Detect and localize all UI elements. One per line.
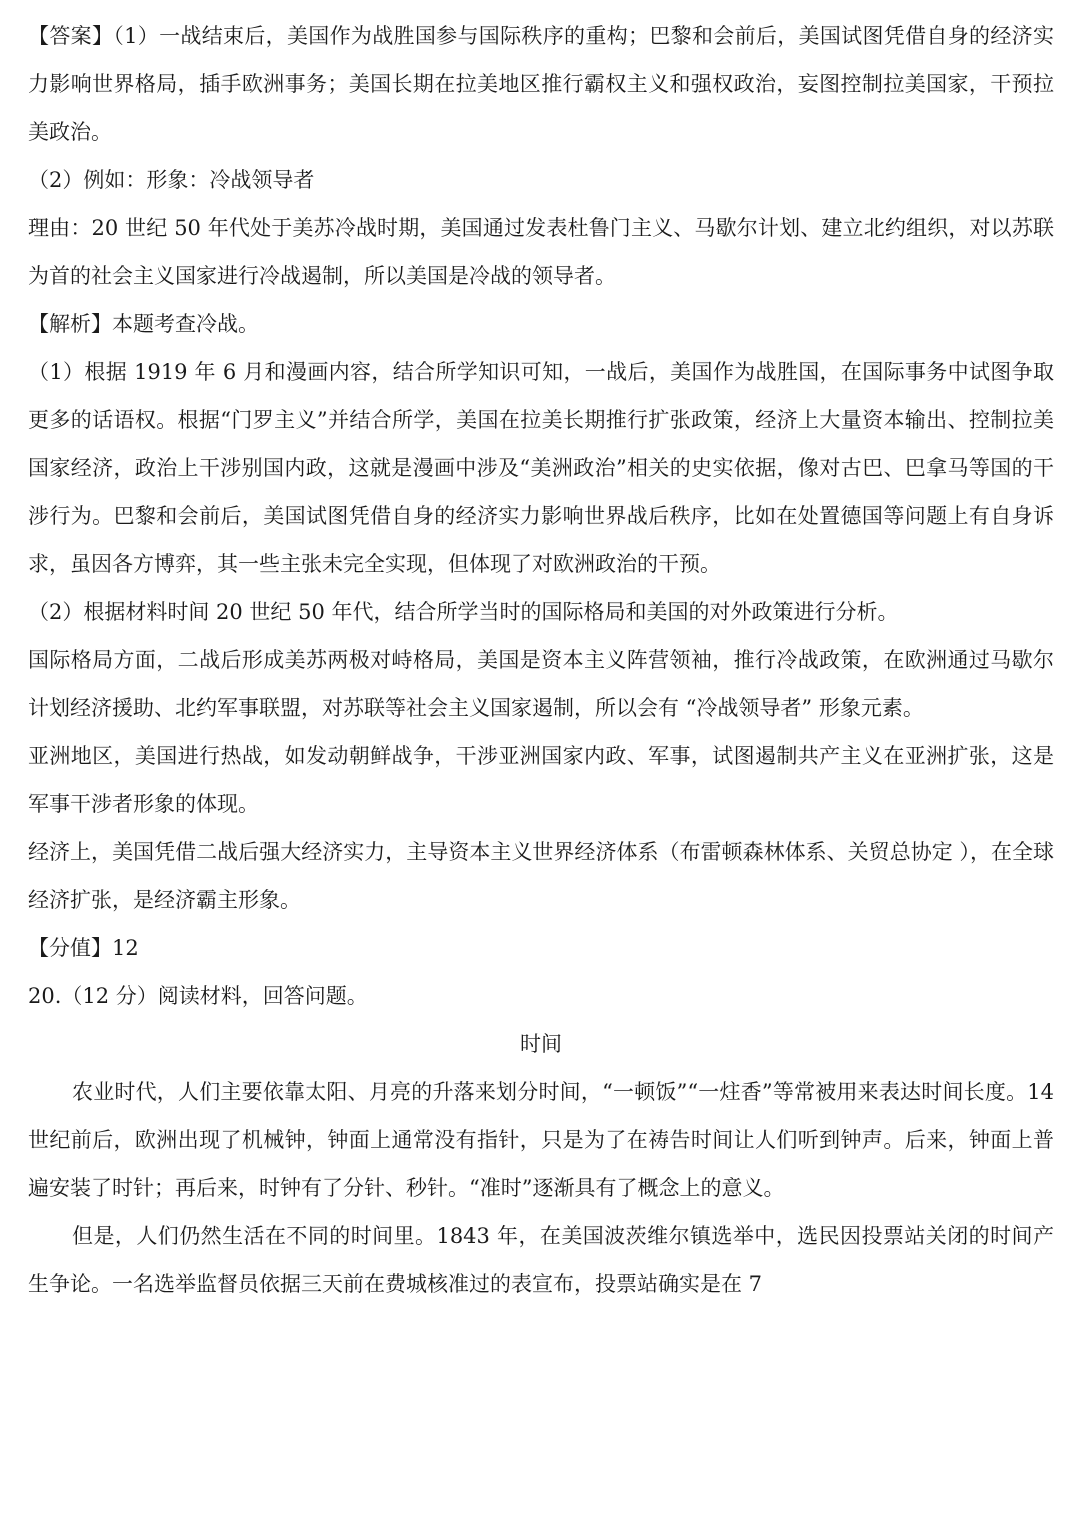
analysis-economy: 经济上，美国凭借二战后强大经济实力，主导资本主义世界经济体系（布雷顿森林体系、关贸总协定 ），在全球经济扩张，是经济霸主形象。: [28, 840, 1054, 912]
analysis-heading: 【解析】本题考查冷战。: [28, 312, 259, 336]
answer-part2-reason: 理由：20 世纪 50 年代处于美苏冷战时期，美国通过发表杜鲁门主义、马歇尔计划、建立北约组织，对以苏联为首的社会主义国家进行冷战遏制，所以美国是冷战的领导者。: [28, 216, 1054, 288]
answer-paragraph: 【答案】（1）一战结束后，美国作为战胜国参与国际秩序的重构；巴黎和会前后，美国试图凭借自身的经济实力影响世界格局，插手欧洲事务；美国长期在拉美地区推行霸权主义和强权政治，妄图控制拉美国家，干预拉美政治。: [28, 24, 1054, 144]
question-20-heading: 20.（12 分）阅读材料，回答问题。: [28, 984, 368, 1008]
analysis-part1: （1）根据 1919 年 6 月和漫画内容，结合所学知识可知，一战后，美国作为战胜国，在国际事务中试图争取更多的话语权。根据“门罗主义”并结合所学，美国在拉美长期推行扩张政策，经济上大量资本输出、控制拉美国家经济，政治上干涉别国内政，这就是漫画中涉及“美洲政治”相关的史实依据，像对古巴、巴拿马等国的干涉行为。巴黎和会前后，美国试图凭借自身的经济实力影响世界战后秩序，比如在处置德国等问题上有自身诉求，虽因各方博弈，其一些主张未完全实现，但体现了对欧洲政治的干预。: [28, 360, 1054, 576]
answer-part2-image: （2）例如：形象：冷战领导者: [28, 168, 315, 192]
analysis-part2-intro: （2）根据材料时间 20 世纪 50 年代，结合所学当时的国际格局和美国的对外政策进行分析。: [28, 600, 899, 624]
score-value: 【分值】12: [28, 936, 139, 960]
analysis-asia: 亚洲地区，美国进行热战，如发动朝鲜战争，干涉亚洲国家内政、军事，试图遏制共产主义在亚洲扩张，这是军事干涉者形象的体现。: [28, 744, 1054, 816]
analysis-international-pattern: 国际格局方面，二战后形成美苏两极对峙格局，美国是资本主义阵营领袖，推行冷战政策，在欧洲通过马歇尔计划经济援助、北约军事联盟，对苏联等社会主义国家遏制，所以会有 “冷战领导者” 形象元素。: [28, 648, 1054, 720]
material-paragraph-1: 农业时代，人们主要依靠太阳、月亮的升落来划分时间，“一顿饭”“一炷香”等常被用来表达时间长度。14 世纪前后，欧洲出现了机械钟，钟面上通常没有指针，只是为了在祷告时间让人们听到钟声。后来，钟面上普遍安装了时针；再后来，时钟有了分针、秒针。“准时”逐渐具有了概念上的意义。: [28, 1080, 1054, 1200]
material-title: 时间: [520, 1032, 562, 1056]
material-paragraph-2: 但是，人们仍然生活在不同的时间里。1843 年，在美国波茨维尔镇选举中，选民因投票站关闭的时间产生争论。一名选举监督员依据三天前在费城核准过的表宣布，投票站确实是在 7: [28, 1224, 1054, 1296]
